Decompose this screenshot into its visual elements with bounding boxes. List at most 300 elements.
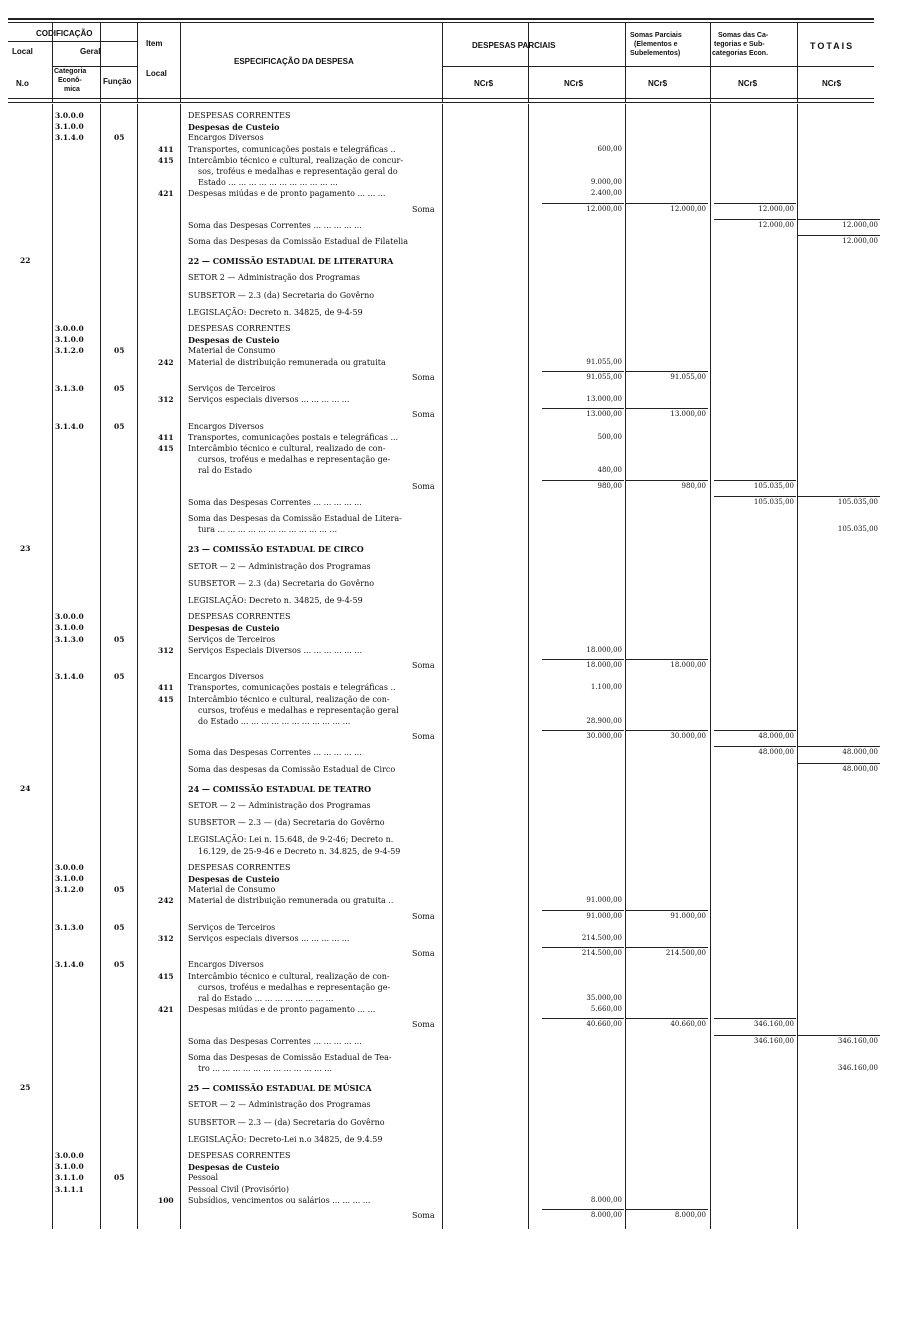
table-row <box>0 359 906 369</box>
spec-text: Encargos Diversos <box>188 672 264 682</box>
sum-underline <box>798 219 880 220</box>
header-categoria-2: Econô- <box>58 77 82 84</box>
spec-text: Transportes, comunicações postais e telegráficas ... <box>188 432 399 442</box>
table-row <box>0 848 906 858</box>
spec-text: SUBSETOR — 2.3 — (da) Secretaria do Govêrno <box>188 818 385 828</box>
spec-text: Transportes, comunicações postais e telegráficas .. <box>188 144 396 154</box>
item-code: 411 <box>158 432 174 442</box>
function-code: 05 <box>114 384 125 393</box>
sum-underline <box>626 480 708 481</box>
table-row <box>0 836 906 846</box>
table-row <box>0 718 906 728</box>
category-sum: 48.000,00 <box>758 748 794 757</box>
body-column-rule <box>442 104 443 1229</box>
partial-value: 9.000,00 <box>590 178 622 187</box>
table-row <box>0 1119 906 1129</box>
spec-text: Soma <box>412 1020 435 1030</box>
table-row <box>0 1152 906 1162</box>
table-row <box>0 973 906 983</box>
spec-text: Encargos Diversos <box>188 133 264 143</box>
sum-underline <box>714 203 796 204</box>
partial-value: 28.900,00 <box>586 717 622 725</box>
sum-underline <box>714 1035 796 1036</box>
category-sum: 105.035,00 <box>753 481 794 490</box>
function-code: 05 <box>114 885 125 895</box>
header-currency: NCr$ <box>564 79 584 88</box>
spec-text: Soma <box>412 204 435 214</box>
category-code: 3.0.0.0 <box>55 1151 84 1160</box>
table-row <box>0 499 906 509</box>
body-column-rule <box>528 104 529 1229</box>
spec-text: Intercâmbio técnico e cultural, realização de con- <box>188 971 390 981</box>
element-sum: 214.500,00 <box>665 949 706 958</box>
spec-text: 24 — COMISSÃO ESTADUAL DE TEATRO <box>188 783 372 794</box>
spec-text: Subsídios, vencimentos ou salários ... ... ... ... <box>188 1195 371 1205</box>
sum-underline <box>798 763 880 764</box>
header-currency-rule <box>442 66 874 67</box>
function-code: 05 <box>114 421 125 431</box>
category-code: 3.1.0.0 <box>55 1162 84 1172</box>
category-code: 3.1.4.0 <box>55 133 84 143</box>
spec-text: Serviços de Terceiros <box>188 384 276 393</box>
table-row <box>0 238 906 248</box>
header-categoria-3: mica <box>64 86 80 93</box>
header-column-rule <box>625 22 626 102</box>
spec-text: Soma <box>412 732 435 742</box>
category-sum: 48.000,00 <box>758 732 794 741</box>
spec-text: 25 — COMISSÃO ESTADUAL DE MÚSICA <box>188 1083 372 1094</box>
spec-text: tro ... ... ... ... ... ... ... ... ... ... ... ... <box>198 1064 332 1073</box>
spec-text: Despesas miúdas e de pronto pagamento ... ... ... <box>188 189 386 199</box>
header-column-rule <box>528 22 529 102</box>
category-code: 3.1.4.0 <box>55 672 84 682</box>
spec-text: Pessoal <box>188 1173 219 1183</box>
sum-underline <box>626 1209 708 1210</box>
body-column-rule <box>797 104 798 1229</box>
category-sum: 105.035,00 <box>753 497 794 506</box>
table-row <box>0 445 906 455</box>
spec-text: SUBSETOR — 2.3 (da) Secretaria do Govêrno <box>188 578 375 588</box>
sum-underline <box>626 371 708 372</box>
table-row <box>0 673 906 683</box>
spec-text: Soma <box>412 481 435 491</box>
spec-text: SUBSETOR — 2.3 — (da) Secretaria do Govêrno <box>188 1117 385 1127</box>
category-code: 3.1.3.0 <box>55 384 84 393</box>
partial-value: 214.500,00 <box>581 934 622 942</box>
header-column-rule <box>797 22 798 102</box>
table-row <box>0 309 906 319</box>
spec-text: Serviços Especiais Diversos ... ... ... ... ... ... <box>188 645 362 655</box>
table-row <box>0 1186 906 1196</box>
spec-text: Soma das Despesas da Comissão Estadual de Litera- <box>188 514 402 523</box>
header-column-rule <box>52 22 53 102</box>
table-row <box>0 1174 906 1184</box>
partial-value: 18.000,00 <box>586 645 622 654</box>
spec-text: Soma das despesas da Comissão Estadual de Circo <box>188 764 396 774</box>
spec-text: Soma das Despesas de Comissão Estadual de Tea- <box>188 1052 392 1062</box>
sum-underline <box>714 730 796 731</box>
table-row <box>0 696 906 706</box>
partial-value: 480,00 <box>597 466 622 475</box>
spec-text: Intercâmbio técnico e cultural, realização de con- <box>188 694 390 704</box>
table-row <box>0 292 906 302</box>
partial-value: 91.055,00 <box>586 357 622 366</box>
spec-text: DESPESAS CORRENTES <box>188 862 291 872</box>
item-code: 411 <box>158 683 174 693</box>
table-row <box>0 274 906 284</box>
partial-value: 600,00 <box>597 144 622 153</box>
header-geral: Geral <box>80 47 101 56</box>
table-row <box>0 1021 906 1031</box>
sum-underline <box>714 480 796 481</box>
table-row <box>0 325 906 335</box>
table-row <box>0 707 906 717</box>
spec-text: Serviços especiais diversos ... ... ... ... ... <box>188 395 350 405</box>
table-row <box>0 396 906 406</box>
table-row <box>0 733 906 743</box>
spec-text: sos, troféus e medalhas e representação geral do <box>198 167 398 176</box>
sum-underline <box>626 910 708 911</box>
function-code: 05 <box>114 672 125 682</box>
body-column-rule <box>625 104 626 1229</box>
spec-text: Serviços de Terceiros <box>188 922 276 932</box>
table-row <box>0 347 906 357</box>
spec-text: DESPESAS CORRENTES <box>188 1151 291 1160</box>
spec-text: tura ... ... ... ... ... ... ... ... ... ... ... ... <box>198 525 338 535</box>
spec-text: Intercâmbio técnico e cultural, realizado de con- <box>188 444 386 453</box>
total-value: 346.160,00 <box>837 1064 878 1072</box>
header-item: Item <box>146 39 163 48</box>
section-number: 22 <box>20 256 31 266</box>
spec-text: DESPESAS CORRENTES <box>188 612 291 622</box>
header-totais: TOTAIS <box>810 41 855 51</box>
table-row <box>0 112 906 122</box>
table-row <box>0 206 906 216</box>
item-code: 415 <box>158 694 174 704</box>
header-column-rule <box>137 22 138 102</box>
spec-text: DESPESAS CORRENTES <box>188 111 291 120</box>
element-sum: 13.000,00 <box>670 410 706 419</box>
table-row <box>0 597 906 607</box>
sum-underline <box>714 746 796 747</box>
spec-text: do Estado ... ... ... ... ... ... ... ... ... ... ... <box>198 717 351 726</box>
spec-text: Serviços de Terceiros <box>188 634 276 644</box>
function-code: 05 <box>114 634 125 644</box>
sum-underline <box>542 1018 624 1019</box>
header-somas-parciais-1: Somas Parciais <box>630 32 682 39</box>
header-column-rule <box>710 22 711 102</box>
partial-value: 30.000,00 <box>586 732 622 741</box>
table-row <box>0 222 906 232</box>
item-code: 312 <box>158 395 174 405</box>
spec-text: SUBSETOR — 2.3 (da) Secretaria do Govêrno <box>188 290 375 300</box>
sum-underline <box>798 746 880 747</box>
category-code: 3.0.0.0 <box>55 111 84 120</box>
table-row <box>0 168 906 178</box>
header-currency: NCr$ <box>474 79 494 88</box>
function-code: 05 <box>114 960 125 970</box>
spec-text: Soma das Despesas Correntes ... ... ... ... ... <box>188 497 362 507</box>
header-bottom-rule-2 <box>8 102 874 103</box>
spec-text: Pessoal Civil (Provisório) <box>188 1184 289 1194</box>
sum-underline <box>542 910 624 911</box>
sum-underline <box>542 203 624 204</box>
table-row <box>0 434 906 444</box>
header-somas-parciais-2: (Elementos e <box>634 41 678 48</box>
partial-value: 5.660,00 <box>590 1005 622 1014</box>
total-value: 105.035,00 <box>837 497 878 506</box>
function-code: 05 <box>114 133 125 143</box>
partial-value: 8.000,00 <box>590 1211 622 1219</box>
table-row <box>0 924 906 934</box>
header-column-rule <box>100 22 101 102</box>
function-code: 05 <box>114 346 125 356</box>
table-row <box>0 886 906 896</box>
category-code: 3.1.2.0 <box>55 346 84 356</box>
table-row <box>0 1084 906 1094</box>
category-code: 3.1.0.0 <box>55 874 84 883</box>
table-row <box>0 423 906 433</box>
spec-text: Encargos Diversos <box>188 421 264 431</box>
sum-underline <box>626 947 708 948</box>
table-row <box>0 766 906 776</box>
table-row <box>0 456 906 466</box>
spec-text: Despesas de Custeio <box>188 623 280 634</box>
sum-underline <box>626 203 708 204</box>
spec-text: Material de distribuição remunerada ou gratuita <box>188 357 386 367</box>
partial-value: 40.660,00 <box>586 1020 622 1029</box>
table-row <box>0 257 906 267</box>
spec-text: 23 — COMISSÃO ESTADUAL DE CIRCO <box>188 544 364 555</box>
sum-underline <box>542 371 624 372</box>
sum-underline <box>626 408 708 409</box>
header-column-rule <box>180 22 181 102</box>
total-value: 12.000,00 <box>842 220 878 229</box>
table-row <box>0 526 906 536</box>
spec-text: SETOR — 2 — Administração dos Programas <box>188 561 371 571</box>
spec-text: Soma <box>412 372 435 382</box>
table-row <box>0 913 906 923</box>
category-code: 3.1.0.0 <box>55 335 84 345</box>
element-sum: 980,00 <box>681 481 706 490</box>
spec-text: ral do Estado <box>198 466 253 476</box>
table-row <box>0 662 906 672</box>
table-row <box>0 897 906 907</box>
table-row <box>0 785 906 795</box>
sum-underline <box>798 235 880 236</box>
spec-text: Despesas de Custeio <box>188 874 280 884</box>
item-code: 100 <box>158 1195 174 1205</box>
spec-text: Despesas de Custeio <box>188 122 280 133</box>
item-code: 415 <box>158 971 174 981</box>
table-row <box>0 613 906 623</box>
spec-text: Soma das Despesas Correntes ... ... ... ... ... <box>188 220 362 230</box>
partial-value: 91.000,00 <box>586 911 622 920</box>
spec-text: Material de Consumo <box>188 885 276 895</box>
table-row <box>0 146 906 156</box>
sum-underline <box>626 659 708 660</box>
item-code: 312 <box>158 934 174 943</box>
spec-text: Despesas de Custeio <box>188 335 280 346</box>
spec-text: LEGISLAÇÃO: Decreto n. 34825, de 9-4-59 <box>188 307 363 317</box>
header-especificacao: ESPECIFICAÇÃO DA DESPESA <box>234 57 354 66</box>
table-row <box>0 563 906 573</box>
sum-underline <box>626 1018 708 1019</box>
category-sum: 12.000,00 <box>758 204 794 213</box>
category-code: 3.0.0.0 <box>55 612 84 622</box>
element-sum: 8.000,00 <box>674 1211 706 1219</box>
category-sum: 346.160,00 <box>753 1020 794 1029</box>
body-column-rule <box>180 104 181 1229</box>
spec-text: Despesas miúdas e de pronto pagamento ... ... <box>188 1005 376 1015</box>
spec-text: SETOR — 2 — Administração dos Programas <box>188 1100 371 1110</box>
sum-underline <box>542 947 624 948</box>
table-row <box>0 1197 906 1207</box>
header-currency: NCr$ <box>648 79 668 88</box>
spec-text: Soma das Despesas Correntes ... ... ... ... ... <box>188 748 362 758</box>
sum-underline <box>542 480 624 481</box>
spec-text: Soma <box>412 1211 435 1220</box>
spec-text: SETOR 2 — Administração dos Programas <box>188 273 361 283</box>
table-row <box>0 1006 906 1016</box>
function-code: 05 <box>114 922 125 932</box>
sum-underline <box>542 659 624 660</box>
section-number: 23 <box>20 544 31 554</box>
spec-text: Soma das Despesas Correntes ... ... ... ... ... <box>188 1036 362 1046</box>
sum-underline <box>542 408 624 409</box>
element-sum: 40.660,00 <box>670 1020 706 1029</box>
spec-text: cursos, troféus e medalhas e representação ge- <box>198 982 391 992</box>
element-sum: 91.000,00 <box>670 911 706 920</box>
table-row <box>0 467 906 477</box>
table-row <box>0 411 906 421</box>
item-code: 415 <box>158 444 174 453</box>
partial-value: 35.000,00 <box>586 994 622 1002</box>
sum-underline <box>542 730 624 731</box>
spec-text: Soma das Despesas da Comissão Estadual de Filatelia <box>188 237 408 246</box>
table-row <box>0 157 906 167</box>
item-code: 242 <box>158 896 174 906</box>
table-row <box>0 1065 906 1075</box>
item-code: 415 <box>158 155 174 165</box>
table-row <box>0 935 906 945</box>
element-sum: 12.000,00 <box>670 204 706 213</box>
spec-text: Serviços especiais diversos ... ... ... ... ... <box>188 934 350 943</box>
table-row <box>0 545 906 555</box>
partial-value: 91.000,00 <box>586 896 622 905</box>
table-row <box>0 374 906 384</box>
header-column-rule <box>442 22 443 102</box>
header-currency: NCr$ <box>822 79 842 88</box>
spec-text: Soma <box>412 911 435 921</box>
body-column-rule <box>52 104 53 1229</box>
partial-value: 1.100,00 <box>590 683 622 692</box>
function-code: 05 <box>114 1173 125 1183</box>
category-sum: 12.000,00 <box>758 220 794 229</box>
body-column-rule <box>100 104 101 1229</box>
partial-value: 91.055,00 <box>586 372 622 381</box>
table-row <box>0 684 906 694</box>
item-code: 421 <box>158 1005 174 1015</box>
total-value: 105.035,00 <box>837 525 878 534</box>
partial-value: 2.400,00 <box>590 189 622 198</box>
partial-value: 980,00 <box>597 481 622 490</box>
header-no: N.o <box>16 79 29 88</box>
element-sum: 91.055,00 <box>670 372 706 381</box>
header-funcao: Função <box>103 77 132 86</box>
table-row <box>0 1101 906 1111</box>
table-row <box>0 636 906 646</box>
spec-text: Despesas de Custeio <box>188 1162 280 1173</box>
category-code: 3.1.1.1 <box>55 1184 84 1194</box>
partial-value: 8.000,00 <box>590 1195 622 1204</box>
category-code: 3.1.0.0 <box>55 122 84 132</box>
header-top-rule <box>8 18 874 20</box>
spec-text: 16.129, de 25-9-46 e Decreto n. 34.825, de 9-4-59 <box>198 846 401 856</box>
partial-value: 214.500,00 <box>581 949 622 958</box>
table-row <box>0 864 906 874</box>
header-item-local: Local <box>146 69 167 78</box>
category-code: 3.0.0.0 <box>55 862 84 872</box>
table-row <box>0 961 906 971</box>
total-value: 346.160,00 <box>837 1036 878 1045</box>
total-value: 48.000,00 <box>842 764 878 773</box>
table-row <box>0 647 906 657</box>
table-row <box>0 624 906 634</box>
category-code: 3.1.0.0 <box>55 623 84 633</box>
header-despesas-parciais: DESPESAS PARCIAIS <box>472 41 556 50</box>
category-code: 3.1.4.0 <box>55 421 84 431</box>
spec-text: LEGISLAÇÃO: Lei n. 15.648, de 9-2-46; Decreto n. <box>188 835 394 845</box>
spec-text: Material de Consumo <box>188 346 276 356</box>
body-column-rule <box>710 104 711 1229</box>
header-sub-rule-2 <box>52 66 137 67</box>
sum-underline <box>798 496 880 497</box>
category-code: 3.1.3.0 <box>55 634 84 644</box>
partial-value: 12.000,00 <box>586 204 622 213</box>
partial-value: 500,00 <box>597 432 622 441</box>
table-row <box>0 802 906 812</box>
table-row <box>0 984 906 994</box>
spec-text: SETOR — 2 — Administração dos Programas <box>188 801 371 810</box>
table-row <box>0 515 906 525</box>
item-code: 411 <box>158 144 174 154</box>
category-code: 3.1.3.0 <box>55 922 84 932</box>
table-row <box>0 1136 906 1146</box>
table-row <box>0 819 906 829</box>
partial-value: 13.000,00 <box>586 395 622 404</box>
spec-text: DESPESAS CORRENTES <box>188 324 291 333</box>
table-row <box>0 1054 906 1064</box>
sum-underline <box>798 1035 880 1036</box>
table-row <box>0 179 906 189</box>
spec-text: LEGISLAÇÃO: Decreto n. 34825, de 9-4-59 <box>188 596 363 605</box>
partial-value: 18.000,00 <box>586 661 622 669</box>
table-row <box>0 336 906 346</box>
table-row <box>0 950 906 960</box>
table-row <box>0 1212 906 1222</box>
sum-underline <box>714 1018 796 1019</box>
category-sum: 346.160,00 <box>753 1036 794 1045</box>
sum-underline <box>714 496 796 497</box>
spec-text: ral do Estado ... ... ... ... ... ... ... ... <box>198 994 334 1003</box>
spec-text: Estado ... ... ... ... ... ... ... ... ... ... ... <box>198 178 338 188</box>
body-column-rule <box>137 104 138 1229</box>
header-somas-parciais-3: Subelementos) <box>630 50 681 57</box>
spec-text: Soma <box>412 661 435 670</box>
section-number: 25 <box>20 1083 31 1093</box>
partial-value: 13.000,00 <box>586 410 622 419</box>
